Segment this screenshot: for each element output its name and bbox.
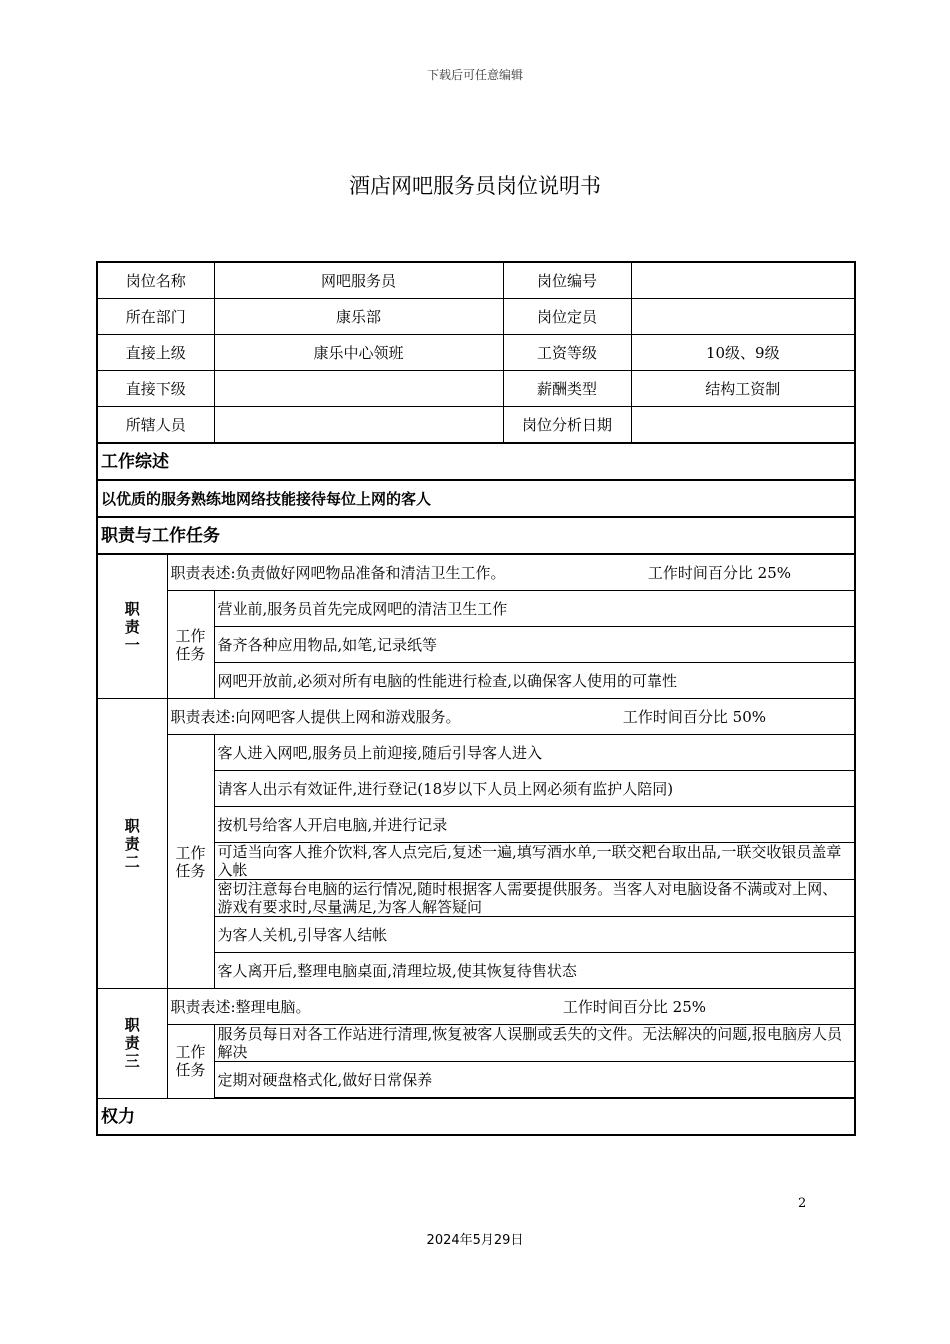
task-row [97, 591, 855, 627]
info-label: 岗位编号 [503, 262, 631, 299]
info-label: 直接上级 [97, 335, 214, 371]
info-value: 康乐部 [214, 299, 503, 335]
info-value: 10级、9级 [631, 335, 855, 371]
footer-date: 2024年5月29日 [426, 1233, 524, 1248]
duty-description [167, 989, 855, 1025]
task-row [97, 735, 855, 771]
task-label: 工作 任务 [167, 735, 214, 989]
task-item: 备齐各种应用物品,如笔,记录纸等 [214, 627, 855, 663]
info-value [214, 407, 503, 444]
power-heading-row [97, 1098, 855, 1135]
info-label: 薪酬类型 [503, 371, 631, 407]
duties-heading-row [97, 517, 855, 554]
duty-description [167, 554, 855, 591]
info-value: 网吧服务员 [214, 262, 503, 299]
info-value [631, 262, 855, 299]
duties-heading: 职责与工作任务 [97, 517, 855, 554]
info-label: 所辖人员 [97, 407, 214, 444]
info-label: 岗位名称 [97, 262, 214, 299]
info-label: 工资等级 [503, 335, 631, 371]
info-row [97, 371, 855, 407]
duty-desc-row [97, 554, 855, 591]
document-title: 酒店网吧服务员岗位说明书 [349, 174, 601, 198]
duty-description [167, 699, 855, 735]
duty-desc-text: 职责表述:向网吧客人提供上网和游戏服务。 [170, 707, 461, 726]
duty-desc-text: 职责表述:负责做好网吧物品准备和清洁卫生工作。 [170, 563, 506, 582]
info-value [214, 371, 503, 407]
info-row [97, 335, 855, 371]
summary-heading-row [97, 443, 855, 480]
duty-time-percent: 工作时间百分比 25% [562, 997, 707, 1016]
task-item: 客人离开后,整理电脑桌面,清理垃圾,使其恢复待售状态 [214, 953, 855, 989]
summary-text-row [97, 480, 855, 517]
info-label: 岗位定员 [503, 299, 631, 335]
duty-time-percent: 工作时间百分比 25% [647, 563, 792, 582]
summary-text: 以优质的服务熟练地网络技能接待每位上网的客人 [97, 480, 855, 517]
duty-desc-row [97, 699, 855, 735]
task-item: 网吧开放前,必须对所有电脑的性能进行检查,以确保客人使用的可靠性 [214, 663, 855, 699]
task-item: 客人进入网吧,服务员上前迎接,随后引导客人进入 [214, 735, 855, 771]
info-value: 结构工资制 [631, 371, 855, 407]
info-label: 岗位分析日期 [503, 407, 631, 444]
info-label: 直接下级 [97, 371, 214, 407]
task-item: 密切注意每台电脑的运行情况,随时根据客人需要提供服务。当客人对电脑设备不满或对上网、游戏有要求时,尽量满足,为客人解答疑问 [214, 880, 855, 917]
duty-label: 职 责 二 [97, 699, 167, 989]
info-value [631, 407, 855, 444]
duty-desc-row [97, 989, 855, 1025]
job-description-table [96, 261, 856, 1136]
task-item: 营业前,服务员首先完成网吧的清洁卫生工作 [214, 591, 855, 627]
task-item: 为客人关机,引导客人结帐 [214, 917, 855, 953]
info-value: 康乐中心领班 [214, 335, 503, 371]
power-heading: 权力 [97, 1098, 855, 1135]
task-item: 服务员每日对各工作站进行清理,恢复被客人误删或丢失的文件。无法解决的问题,报电脑房人员解决 [214, 1025, 855, 1062]
task-item: 可适当向客人推介饮料,客人点完后,复述一遍,填写酒水单,一联交粑台取出品,一联交收银员盖章入帐 [214, 843, 855, 880]
task-item: 按机号给客人开启电脑,并进行记录 [214, 807, 855, 843]
task-label: 工作 任务 [167, 1025, 214, 1099]
info-value [631, 299, 855, 335]
duty-desc-text: 职责表述:整理电脑。 [170, 997, 311, 1016]
info-row [97, 407, 855, 444]
duty-label: 职 责 三 [97, 989, 167, 1099]
task-row [97, 1025, 855, 1062]
duty-label: 职 责 一 [97, 554, 167, 699]
summary-heading: 工作综述 [97, 443, 855, 480]
header-note: 下载后可任意编辑 [426, 68, 523, 82]
duty-time-percent: 工作时间百分比 50% [622, 707, 767, 726]
info-row [97, 262, 855, 299]
info-row [97, 299, 855, 335]
page-number: 2 [798, 1196, 807, 1211]
task-item: 定期对硬盘格式化,做好日常保养 [214, 1062, 855, 1099]
task-item: 请客人出示有效证件,进行登记(18岁以下人员上网必须有监护人陪同) [214, 771, 855, 807]
task-label: 工作 任务 [167, 591, 214, 699]
info-label: 所在部门 [97, 299, 214, 335]
